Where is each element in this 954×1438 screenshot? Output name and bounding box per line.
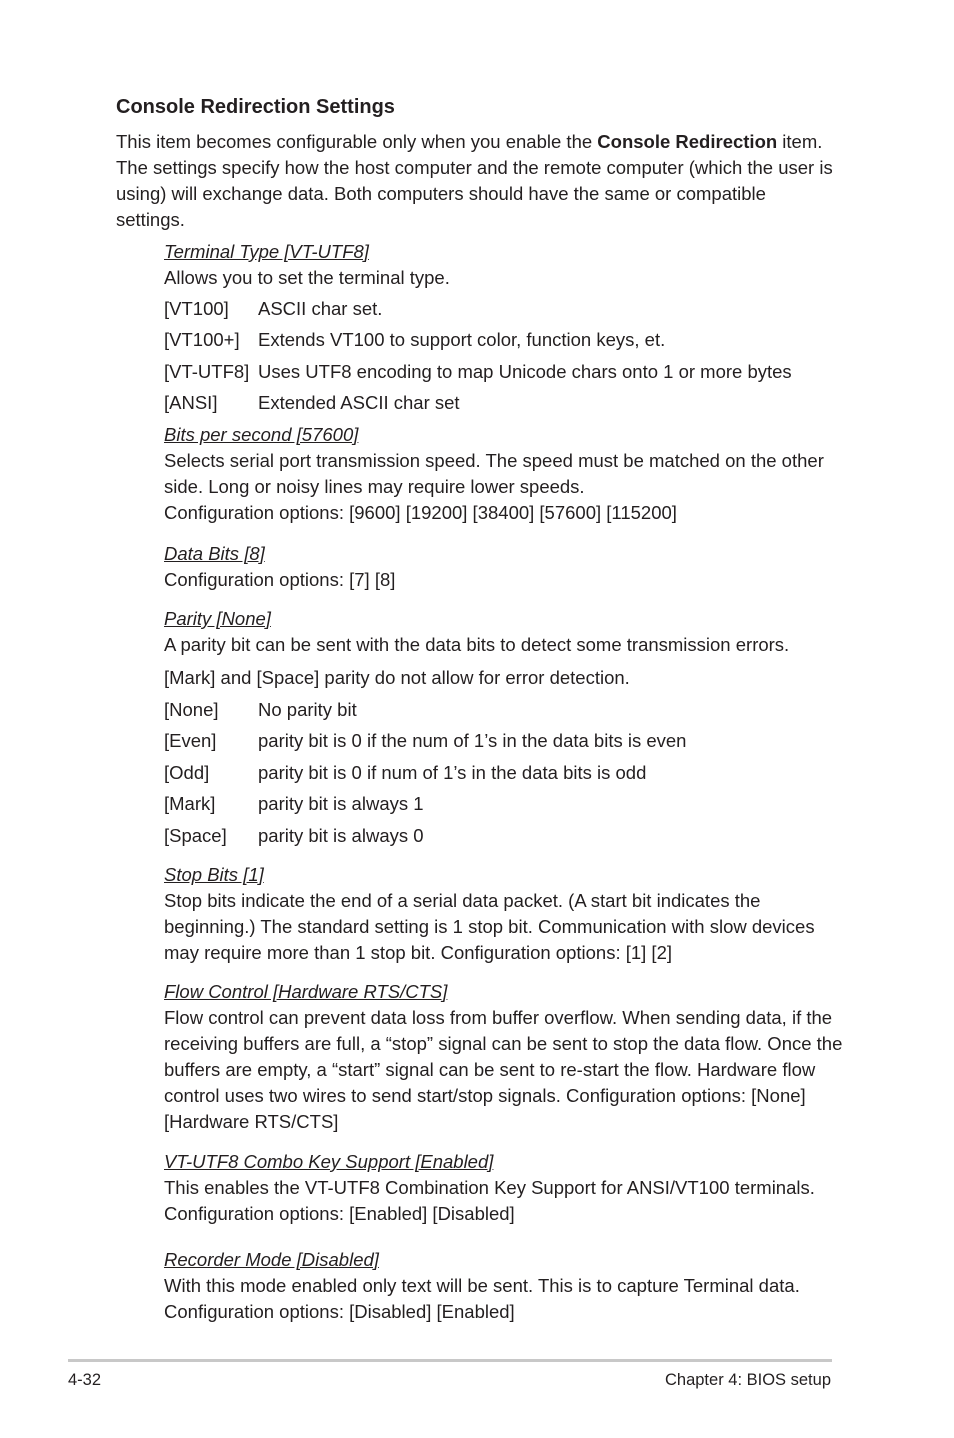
bits-per-second-block xyxy=(164,422,844,526)
parity-title: Parity [None] xyxy=(164,608,271,629)
data-bits-config: Configuration options: [7] [8] xyxy=(164,569,396,590)
combo-key-block xyxy=(164,1149,844,1227)
option-desc: No parity bit xyxy=(258,699,357,720)
chapter-label: Chapter 4: BIOS setup xyxy=(664,1371,831,1389)
stop-bits-desc: Stop bits indicate the end of a serial data packet. (A start bit indicates the beginning.) The standard setting is 1 stop bit. Communication with slow devices may require more than 1 stop bit. Configuration options: [1] [2] xyxy=(164,890,815,963)
bits-per-second-config: Configuration options: [9600] [19200] [38400] [57600] [115200] xyxy=(164,502,677,523)
page-number: 4-32 xyxy=(68,1371,102,1389)
option-row xyxy=(164,296,792,327)
data-bits-block xyxy=(164,541,844,593)
footer-divider xyxy=(68,1359,832,1362)
option-row xyxy=(164,359,792,390)
option-desc: parity bit is always 1 xyxy=(258,793,424,815)
option-desc: ASCII char set. xyxy=(258,298,383,319)
terminal-type-title: Terminal Type [VT-UTF8] xyxy=(164,241,369,262)
option-key: [Mark] xyxy=(164,793,216,815)
option-desc: Extends VT100 to support color, function keys, et. xyxy=(258,329,666,351)
option-key: [None] xyxy=(164,699,219,720)
section-intro xyxy=(116,129,836,233)
option-desc: Uses UTF8 encoding to map Unicode chars onto 1 or more bytes xyxy=(258,360,792,382)
data-bits-title: Data Bits [8] xyxy=(164,543,265,564)
recorder-mode-block xyxy=(164,1247,844,1325)
option-key: [VT-UTF8] xyxy=(164,360,250,382)
combo-key-title: VT-UTF8 Combo Key Support [Enabled] xyxy=(164,1151,494,1172)
combo-key-desc: This enables the VT-UTF8 Combination Key Support for ANSI/VT100 terminals. Configuration options: [Enabled] [Disabled] xyxy=(164,1177,815,1224)
option-key: [VT100] xyxy=(164,298,229,319)
stop-bits-block xyxy=(164,862,844,966)
terminal-type-options xyxy=(164,296,792,422)
flow-control-desc: Flow control can prevent data loss from buffer overflow. When sending data, if the receiving buffers are full, a “stop” signal can be sent to stop the data flow. Once the buffers are empty, a “start” signal can be sent to re-start the flow. Hardware flow control uses two wires to send start/stop signals. Configuration options: [None] [Hardware RTS/CTS] xyxy=(164,1007,843,1132)
parity-options xyxy=(164,697,686,854)
option-key: [Even] xyxy=(164,730,217,752)
flow-control-title: Flow Control [Hardware RTS/CTS] xyxy=(164,981,448,1002)
option-desc: Extended ASCII char set xyxy=(258,392,460,414)
option-key: [Odd] xyxy=(164,761,210,783)
option-desc: parity bit is 0 if the num of 1’s in the data bits is even xyxy=(258,730,687,752)
stop-bits-title: Stop Bits [1] xyxy=(164,864,264,885)
bits-per-second-desc: Selects serial port transmission speed. The speed must be matched on the other side. Long or noisy lines may require lower speeds. xyxy=(164,450,824,497)
option-row xyxy=(164,390,792,421)
option-row xyxy=(164,697,686,728)
option-desc: parity bit is always 0 xyxy=(258,824,424,846)
intro-text-start: This item becomes configurable only when you enable the xyxy=(116,131,598,152)
option-row xyxy=(164,760,686,791)
bits-per-second-title: Bits per second [57600] xyxy=(164,424,359,445)
terminal-type-desc: Allows you to set the terminal type. xyxy=(164,267,450,288)
option-row xyxy=(164,823,686,854)
recorder-mode-desc: With this mode enabled only text will be sent. This is to capture Terminal data. Configuration options: [Disabled] [Enabled] xyxy=(164,1275,800,1322)
option-key: [Space] xyxy=(164,824,227,846)
intro-bold-term: Console Redirection xyxy=(597,131,778,152)
parity-block xyxy=(164,606,844,691)
option-desc: parity bit is 0 if num of 1’s in the data bits is odd xyxy=(258,761,647,783)
parity-desc: A parity bit can be sent with the data bits to detect some transmission errors. xyxy=(164,634,790,655)
option-row xyxy=(164,728,686,759)
option-row xyxy=(164,791,686,822)
parity-note: [Mark] and [Space] parity do not allow for error detection. xyxy=(164,667,630,688)
option-key: [VT100+] xyxy=(164,329,240,351)
section-title: Console Redirection Settings xyxy=(116,96,395,118)
option-row xyxy=(164,327,792,358)
intro-text-end: item. The settings specify how the host computer and the remote computer (which the user is using) will exchange data. Both computers should have the same or compatible settings. xyxy=(116,131,833,230)
recorder-mode-title: Recorder Mode [Disabled] xyxy=(164,1249,379,1270)
terminal-type-block xyxy=(164,239,844,291)
option-key: [ANSI] xyxy=(164,392,218,414)
flow-control-block xyxy=(164,979,844,1135)
